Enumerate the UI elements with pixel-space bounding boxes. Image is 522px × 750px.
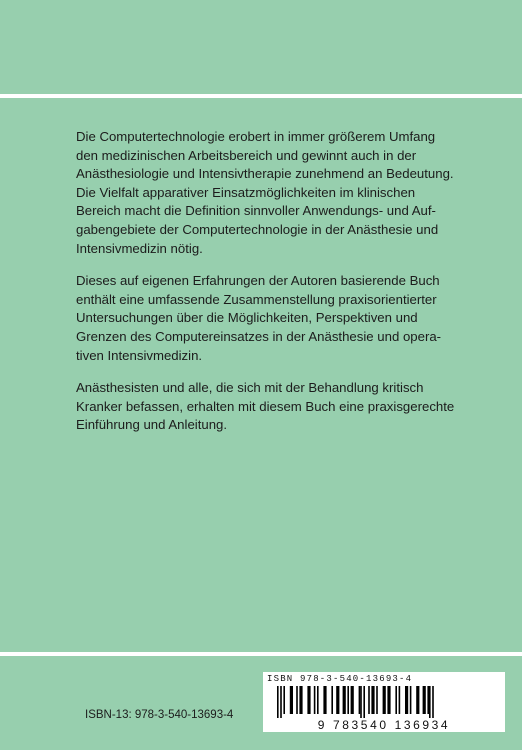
blurb-line: gabengebiete der Computertechnologie in der Anästhesie und: [76, 221, 439, 237]
barcode-bar: [296, 686, 298, 714]
blurb-paragraph-1: [76, 128, 458, 258]
barcode-digits: 9 783540 136934: [317, 718, 451, 732]
barcode-bar: [283, 686, 285, 714]
barcode-bar: [376, 686, 378, 714]
barcode-bar: [314, 686, 316, 714]
barcode-bar: [280, 686, 282, 718]
barcode-bar: [383, 686, 386, 714]
barcode-bar: [343, 686, 346, 714]
barcode-bar: [307, 686, 310, 714]
blurb-line: den medizinischen Arbeitsbereich und gewinnt auch in der: [76, 147, 417, 163]
barcode-panel: [263, 672, 505, 732]
barcode-bar: [323, 686, 326, 714]
barcode-bar: [299, 686, 302, 714]
blurb-line: Untersuchungen über die Möglichkeiten, Perspektiven und: [76, 310, 418, 326]
blurb-line: tiven Intensivmedizin.: [76, 347, 203, 363]
barcode-bar: [331, 686, 333, 714]
bottom-divider: [0, 652, 522, 656]
blurb-line: enthält eine umfassende Zusammenstellung praxisorientierter: [76, 291, 437, 307]
barcode-bar: [395, 686, 397, 714]
barcode-bar: [359, 686, 361, 714]
blurb-line: Bereich macht die Definition sinnvoller Anwendungs- und Auf-: [76, 203, 436, 219]
blurb-line: Die Vielfalt apparativer Einsatzmöglichkeiten im klinischen: [76, 184, 416, 200]
barcode-bar: [290, 686, 293, 714]
top-divider: [0, 94, 522, 98]
barcode-bar: [317, 686, 319, 714]
barcode-bar: [429, 686, 431, 718]
blurb-line: Einführung und Anleitung.: [76, 417, 228, 433]
barcode-bar: [387, 686, 390, 714]
back-cover-blurb: [76, 128, 458, 449]
barcode-bar: [427, 686, 429, 714]
blurb-line: Anästhesiologie und Intensivtherapie zunehmend an Bedeutung.: [76, 166, 454, 182]
barcode-bar: [371, 686, 374, 714]
blurb-paragraph-3: [76, 379, 458, 435]
barcode-bar: [410, 686, 412, 714]
barcode-bar: [363, 686, 365, 718]
barcode-bar: [277, 686, 279, 718]
blurb-line: Dieses auf eigenen Erfahrungen der Autoren basierende Buch: [76, 273, 440, 289]
barcode-bar: [405, 686, 408, 714]
barcode-bar: [399, 686, 401, 714]
barcode-bar: [351, 686, 354, 714]
blurb-paragraph-2: [76, 272, 458, 365]
barcode-bar: [432, 686, 434, 718]
barcode-isbn-label: ISBN 978-3-540-13693-4: [267, 674, 413, 684]
barcode-bar: [423, 686, 426, 714]
barcode-bar: [347, 686, 349, 714]
blurb-line: Grenzen des Computereinsatzes in der Anästhesie und opera-: [76, 328, 442, 344]
barcode-icon: [275, 686, 493, 718]
blurb-line: Intensivmedizin nötig.: [76, 240, 203, 256]
barcode-bar: [336, 686, 339, 714]
blurb-line: Anästhesisten und alle, die sich mit der Behandlung kritisch: [76, 380, 424, 396]
barcode-bar: [368, 686, 370, 714]
barcode-bar: [416, 686, 419, 714]
barcode-bar: [360, 686, 362, 718]
blurb-line: Die Computertechnologie erobert in immer größerem Umfang: [76, 129, 436, 144]
isbn-13-label: ISBN-13: 978-3-540-13693-4: [85, 709, 234, 721]
blurb-line: Kranker befassen, erhalten mit diesem Buch eine praxisgerechte: [76, 398, 455, 414]
